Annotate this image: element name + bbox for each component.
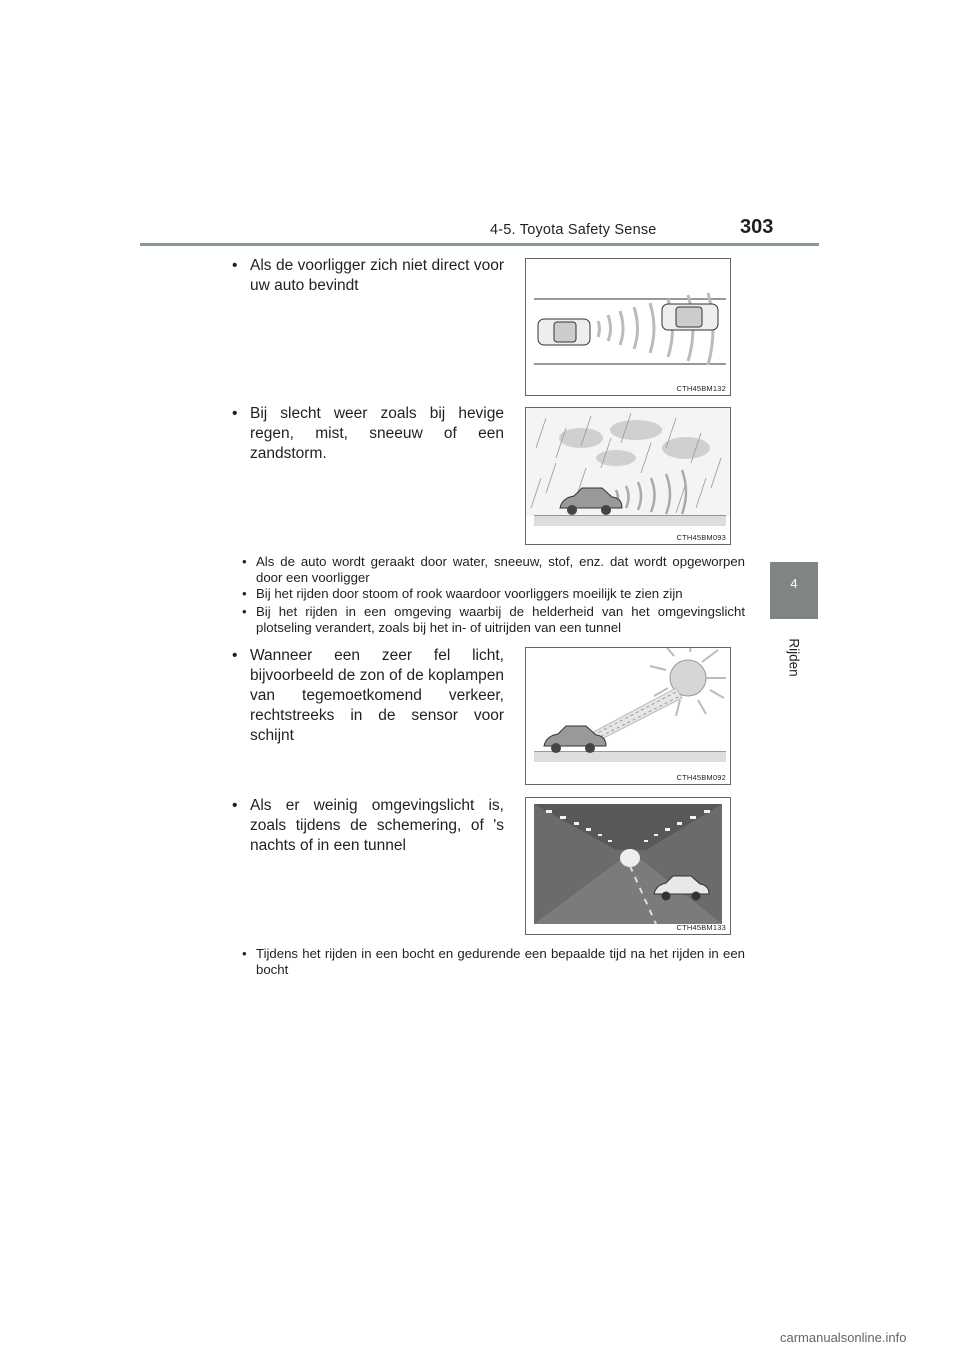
bullet: •: [232, 797, 238, 814]
tunnel-illustration: [525, 797, 731, 935]
bullet: •: [242, 946, 247, 961]
bullet: •: [242, 554, 247, 569]
list-item-text: Bij slecht weer zoals bij hevige regen, mist, sneeuw of een zandstorm.: [250, 405, 504, 462]
page-number: 303: [740, 216, 774, 238]
list-item: [242, 554, 745, 586]
watermark: carmanualsonline.info: [780, 1330, 907, 1345]
offset-vehicle-illustration: [525, 258, 731, 396]
figure-code: CTH45BM133: [676, 923, 726, 932]
figure-code: CTH45BM093: [676, 533, 726, 542]
figure-code: CTH45BM092: [676, 773, 726, 782]
bad-weather-illustration: [525, 407, 731, 545]
list-item-text: Als de voorligger zich niet direct voor uw auto bevindt: [250, 257, 504, 294]
bullet: •: [232, 647, 238, 664]
list-item-text: Tijdens het rijden in een bocht en gedurende een bepaalde tijd na het rijden in een bocht: [256, 946, 745, 977]
list-item-text: Bij het rijden in een omgeving waarbij de helderheid van het omgevingslicht plotseling verandert, zoals bij het in- of uitrijden van een tunnel: [256, 604, 745, 635]
header-divider: [140, 243, 819, 246]
bullet: •: [242, 604, 247, 619]
list-item: [232, 404, 504, 464]
list-item-text: Bij het rijden door stoom of rook waardoor voorliggers moeilijk te zien zijn: [256, 586, 683, 601]
list-item: [242, 586, 745, 602]
list-item: [232, 796, 504, 856]
list-item: [232, 256, 504, 296]
chapter-label: Rijden: [786, 638, 802, 677]
figure-code: CTH45BM132: [676, 384, 726, 393]
chapter-number: 4: [790, 576, 798, 591]
list-item-text: Als er weinig omgevingslicht is, zoals tijdens de schemering, of 's nachts of in een tunnel: [250, 797, 504, 854]
list-item: [232, 646, 504, 746]
bullet: •: [242, 586, 247, 601]
list-item: [242, 946, 745, 978]
section-title: 4-5. Toyota Safety Sense: [490, 222, 657, 238]
list-item-text: Als de auto wordt geraakt door water, sneeuw, stof, enz. dat wordt opgeworpen door een voorligger: [256, 554, 745, 585]
list-item: [242, 604, 745, 636]
bullet: •: [232, 405, 238, 422]
bullet: •: [232, 257, 238, 274]
list-item-text: Wanneer een zeer fel licht, bijvoorbeeld de zon of de koplampen van tegemoetkomend verkeer, rechtstreeks in de sensor voor schijnt: [250, 647, 504, 744]
sunlight-illustration: [525, 647, 731, 785]
